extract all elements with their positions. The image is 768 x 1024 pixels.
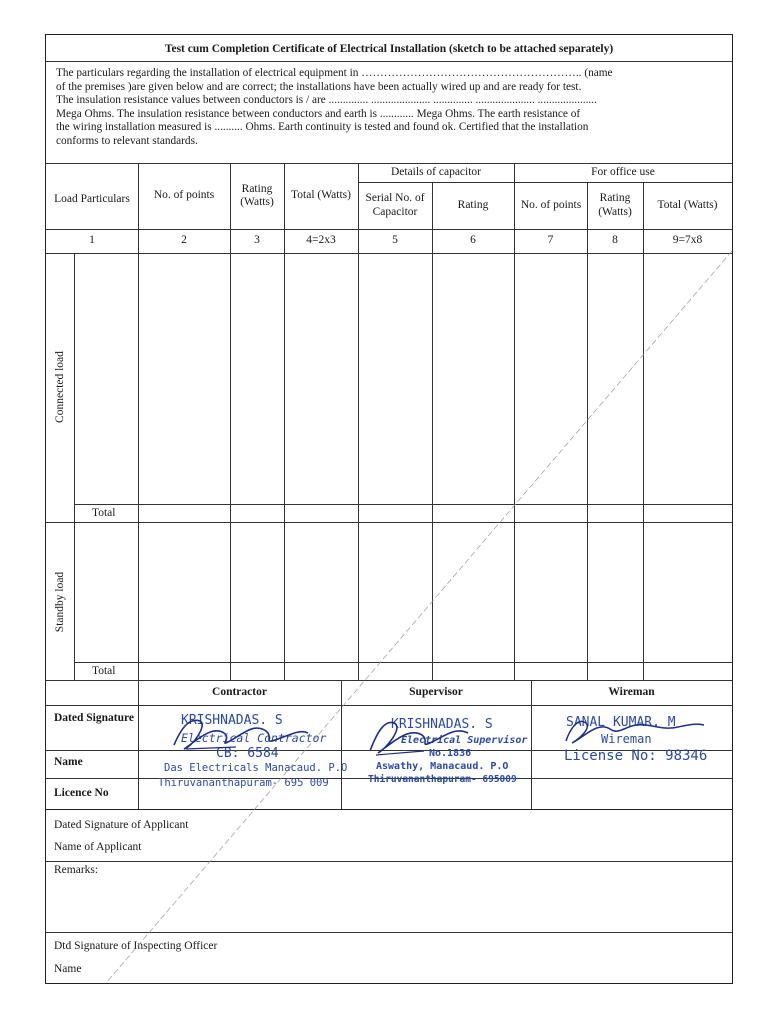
remarks-label: Remarks: [54,864,99,876]
wireman-stamp-license: License No: 98346 [564,748,708,764]
name-label: Name [54,756,83,768]
wireman-header: Wireman [608,685,655,698]
col-number: 9=7x8 [672,234,703,247]
capacitor-group-header: Details of capacitor [390,165,482,178]
supervisor-stamp-role: Electrical Supervisor [401,735,528,746]
form-title: Test cum Completion Certificate of Electrical Installation (sketch to be attached separately) [164,43,614,55]
supervisor-stamp-addr: Aswathy, Manacaud. P.O [376,761,509,772]
col-number: 1 [89,234,95,247]
col-number: 3 [254,234,260,247]
header-no-of-points: No. of points [153,189,215,202]
wireman-stamp-name: SANAL KUMAR. M [566,715,676,730]
col-number: 6 [470,234,476,247]
supervisor-stamp-name: KRISHNADAS. S [391,717,493,732]
applicant-name-label: Name of Applicant [54,841,142,853]
certificate-form [45,34,733,984]
inspecting-officer-label: Dtd Signature of Inspecting Officer [54,940,218,952]
contractor-stamp-cb: CB: 6584 [216,746,279,761]
contractor-stamp-city: Thiruvananthapuram- 695 009 [158,777,329,789]
col-number: 8 [612,234,618,247]
diagonal-strike-line [46,35,734,985]
applicant-signature-label: Dated Signature of Applicant [54,819,189,831]
office-group-header: For office use [591,165,655,178]
connected-total-label: Total [92,507,116,519]
contractor-stamp-firm: Das Electricals Manacaud. P.O [164,762,348,774]
header-office-rating: Rating (Watts) [598,192,632,218]
supervisor-stamp-city: Thiruvananthapuram- 695009 [368,774,517,785]
contractor-stamp-name: KRISHNADAS. S [181,713,283,728]
standby-load-label: Standby load [54,571,66,633]
intro-line: The insulation resistance values between conductors is / are .............. ..................... .............. ..................... ..................... [56,94,597,107]
connected-load-label: Connected load [54,351,66,423]
header-load-particulars: Load Particulars [54,193,130,206]
contractor-stamp-role: Electrical Contractor [181,731,327,745]
header-serial-no: Serial No. of Capacitor [365,192,425,218]
header-rating: Rating (Watts) [240,182,274,208]
intro-line: the wiring installation measured is .......... Ohms. Earth continuity is tested and found ok. Certified that the installation [56,121,589,134]
supervisor-header: Supervisor [409,685,463,698]
col-number: 5 [392,234,398,247]
intro-line: The particulars regarding the installation of electrical equipment in ………………………………………………….. (name [56,67,613,79]
col-number: 4=2x3 [306,234,336,247]
col-number: 7 [547,234,554,247]
intro-line: Mega Ohms. The insulation resistance between conductors and earth is ............ Mega Ohms. The earth resistance of [56,107,581,120]
licence-no-label: Licence No [54,787,109,799]
supervisor-stamp-no: No.1836 [429,748,472,759]
dated-signature-label: Dated Signature [54,712,134,724]
header-capacitor-rating: Rating [457,198,489,211]
standby-total-label: Total [92,665,116,677]
intro-line: of the premises )are given below and are correct; the installations have been actually wired up and are ready for test. [56,80,582,93]
wireman-stamp-role: Wireman [601,732,652,746]
footer-name-label: Name [54,963,82,975]
intro-line: conforms to relevant standards. [56,134,198,147]
contractor-header: Contractor [212,685,267,698]
col-number: 2 [181,234,187,247]
header-office-points: No. of points [520,198,582,211]
header-total: Total (Watts) [291,189,351,202]
header-office-total: Total (Watts) [657,198,718,211]
